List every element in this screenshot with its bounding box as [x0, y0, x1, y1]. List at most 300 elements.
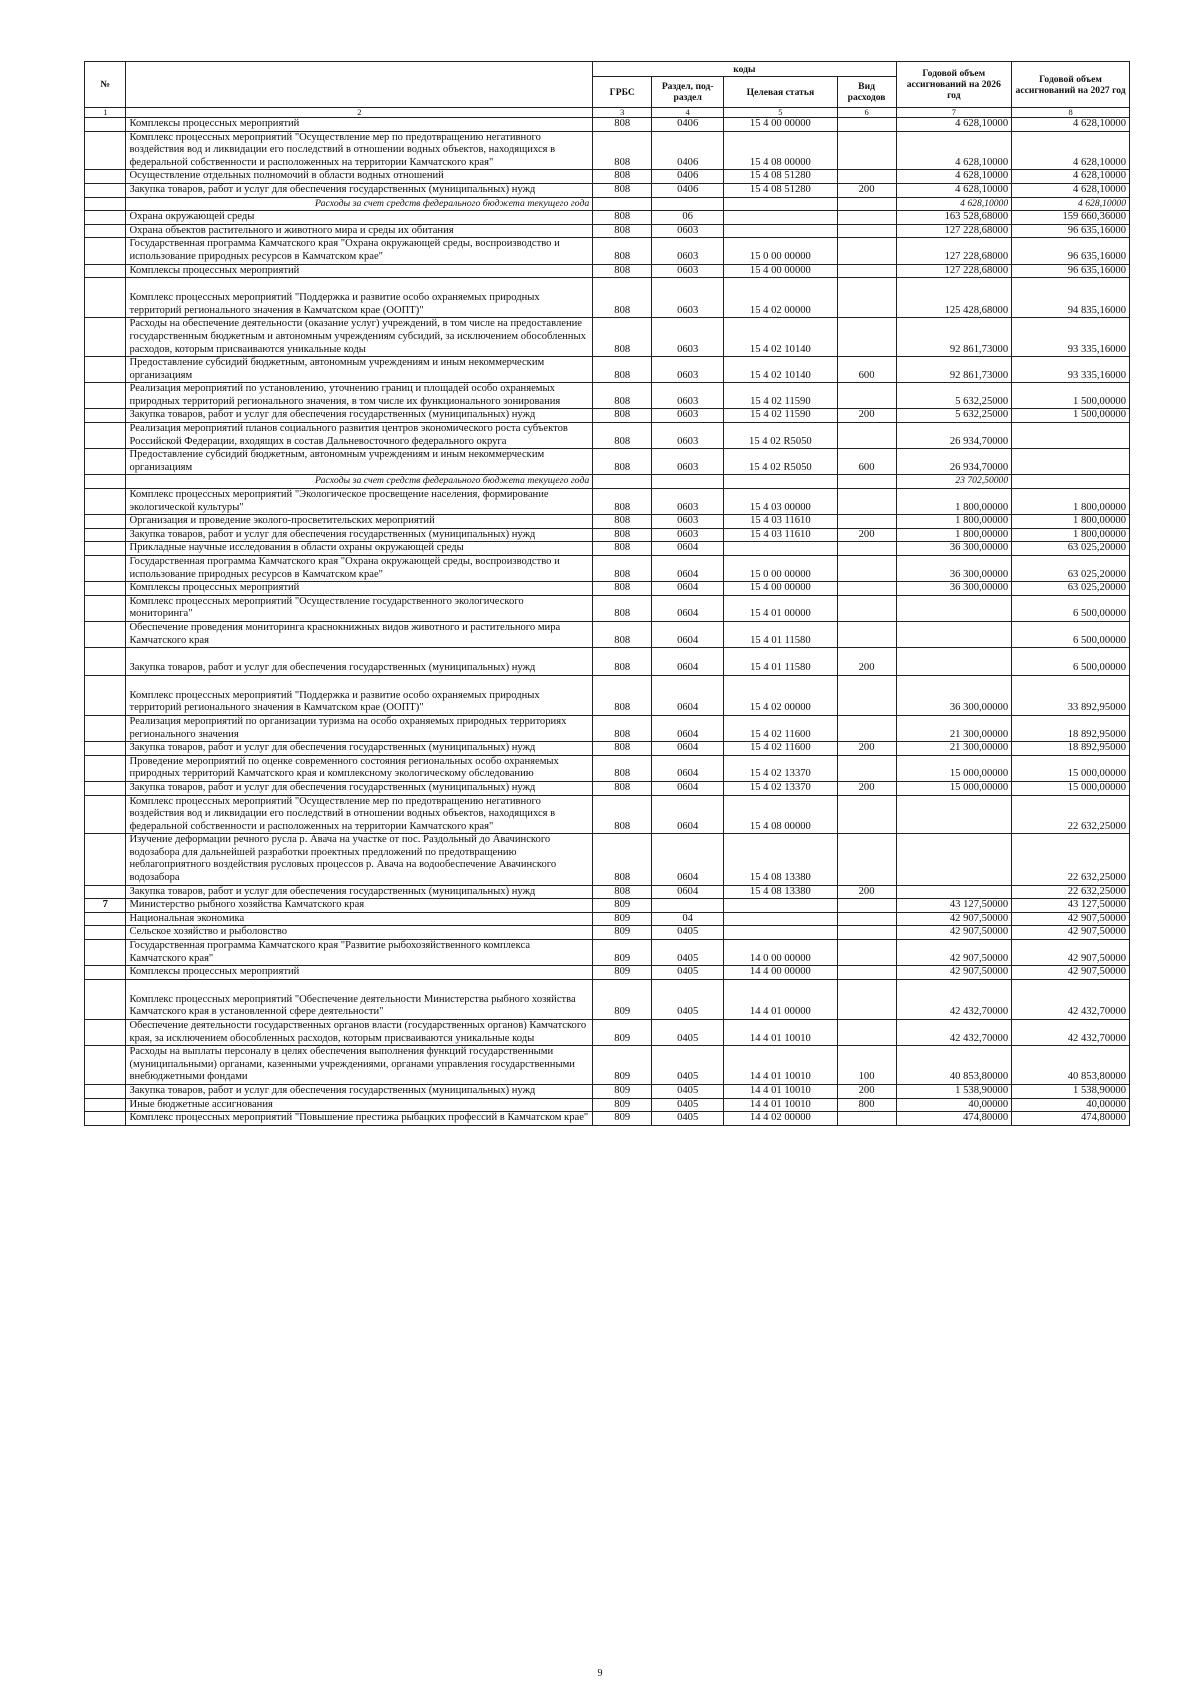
row-number [85, 834, 126, 885]
row-name: Расходы за счет средств федерального бюджета текущего года [126, 475, 593, 489]
row-grbs: 808 [593, 515, 652, 529]
row-target-article: 15 4 02 13370 [724, 755, 837, 781]
row-volume-2026: 1 800,00000 [896, 489, 1012, 515]
table-row [85, 926, 1130, 940]
row-grbs: 808 [593, 582, 652, 596]
row-number [85, 423, 126, 449]
row-section: 0604 [652, 715, 724, 741]
row-name: Охрана объектов растительного и животного мира и среды их обитания [126, 224, 593, 238]
row-target-article: 15 4 00 00000 [724, 118, 837, 132]
row-expense-type [837, 912, 896, 926]
row-expense-type [837, 940, 896, 966]
row-grbs: 808 [593, 489, 652, 515]
row-target-article: 15 4 02 10140 [724, 318, 837, 357]
row-volume-2026: 42 907,50000 [896, 940, 1012, 966]
row-volume-2027: 1 500,00000 [1012, 383, 1130, 409]
row-number [85, 383, 126, 409]
row-expense-type [837, 834, 896, 885]
row-section: 0603 [652, 238, 724, 264]
row-volume-2027: 474,80000 [1012, 1112, 1130, 1126]
row-section: 0603 [652, 423, 724, 449]
row-grbs: 808 [593, 449, 652, 475]
row-name: Расходы на выплаты персоналу в целях обеспечения выполнения функций государственными (муниципальными) органами, казенными учреждениями, органами управления государственными внебюджетными фондами [126, 1046, 593, 1085]
row-target-article: 15 4 01 11580 [724, 648, 837, 676]
row-number [85, 318, 126, 357]
row-volume-2026: 1 800,00000 [896, 515, 1012, 529]
row-volume-2026: 1 538,90000 [896, 1084, 1012, 1098]
row-volume-2026: 4 628,10000 [896, 197, 1012, 211]
row-section: 0604 [652, 582, 724, 596]
table-row [85, 528, 1130, 542]
row-grbs: 808 [593, 318, 652, 357]
row-section: 0405 [652, 1112, 724, 1126]
row-grbs: 808 [593, 648, 652, 676]
row-target-article: 15 4 02 11600 [724, 715, 837, 741]
row-volume-2027: 42 907,50000 [1012, 926, 1130, 940]
row-section: 0603 [652, 357, 724, 383]
section-header: Раздел, под-раздел [652, 77, 724, 108]
row-target-article: 15 4 03 11610 [724, 515, 837, 529]
row-expense-type [837, 595, 896, 621]
row-number [85, 979, 126, 1019]
row-expense-type [837, 715, 896, 741]
row-target-article: 15 4 03 00000 [724, 489, 837, 515]
row-section: 0604 [652, 742, 724, 756]
row-volume-2026: 42 432,70000 [896, 1020, 1012, 1046]
colnum-5: 5 [724, 108, 837, 118]
row-grbs: 808 [593, 211, 652, 225]
row-name: Изучение деформации речного русла р. Авача на участке от пос. Раздольный до Авачинского водозабора для дальнейшей разработки проектных предложений по предотвращению неблагоприятного воздействия русловых процессов р. Авача на водообеспечение Авачинского водозабора [126, 834, 593, 885]
table-row [85, 515, 1130, 529]
row-name: Организация и проведение эколого-просветительских мероприятий [126, 515, 593, 529]
row-number [85, 489, 126, 515]
row-volume-2026: 15 000,00000 [896, 781, 1012, 795]
row-name: Министерство рыбного хозяйства Камчатского края [126, 899, 593, 913]
row-name: Комплекс процессных мероприятий "Повышение престижа рыбацких профессий в Камчатском крае" [126, 1112, 593, 1126]
row-volume-2026: 474,80000 [896, 1112, 1012, 1126]
row-volume-2026 [896, 621, 1012, 647]
row-grbs: 808 [593, 423, 652, 449]
row-expense-type [837, 582, 896, 596]
row-section: 0405 [652, 1046, 724, 1085]
exp-type-header: Вид расходов [837, 77, 896, 108]
table-row [85, 211, 1130, 225]
row-name: Закупка товаров, работ и услуг для обеспечения государственных (муниципальных) нужд [126, 742, 593, 756]
row-section: 0604 [652, 795, 724, 834]
colnum-3: 3 [593, 108, 652, 118]
row-target-article [724, 197, 837, 211]
page-number: 9 [597, 1668, 603, 1679]
row-grbs: 808 [593, 755, 652, 781]
row-expense-type [837, 278, 896, 318]
table-row [85, 1020, 1130, 1046]
row-target-article [724, 926, 837, 940]
row-name: Расходы за счет средств федерального бюджета текущего года [126, 197, 593, 211]
row-number: 7 [85, 899, 126, 913]
row-name: Предоставление субсидий бюджетным, автономным учреждениям и иным некоммерческим организациям [126, 449, 593, 475]
row-expense-type [837, 515, 896, 529]
row-volume-2027: 94 835,16000 [1012, 278, 1130, 318]
row-volume-2026 [896, 885, 1012, 899]
row-number [85, 1020, 126, 1046]
row-volume-2027: 33 892,95000 [1012, 675, 1130, 715]
row-volume-2027: 1 800,00000 [1012, 528, 1130, 542]
budget-table [84, 61, 1130, 1126]
row-name: Закупка товаров, работ и услуг для обеспечения государственных (муниципальных) нужд [126, 183, 593, 197]
table-row [85, 118, 1130, 132]
row-grbs: 809 [593, 899, 652, 913]
row-name: Обеспечение проведения мониторинга краснокнижных видов животного и растительного мира Камчатского края [126, 621, 593, 647]
vol-2027-header: Годовой объем ассигнований на 2027 год [1012, 62, 1130, 108]
row-section: 0405 [652, 940, 724, 966]
row-target-article [724, 211, 837, 225]
table-row [85, 899, 1130, 913]
row-target-article: 15 4 02 11590 [724, 409, 837, 423]
row-grbs: 808 [593, 556, 652, 582]
row-number [85, 1098, 126, 1112]
row-name: Комплекс процессных мероприятий "Осуществление мер по предотвращению негативного воздействия вод и ликвидации его последствий в отношении водных объектов, находящихся в федеральной собственности и расположенных на территории Камчатского края" [126, 131, 593, 170]
row-grbs: 809 [593, 1112, 652, 1126]
row-volume-2026: 5 632,25000 [896, 409, 1012, 423]
table-row [85, 278, 1130, 318]
row-section: 0406 [652, 131, 724, 170]
table-row [85, 170, 1130, 184]
row-volume-2026: 4 628,10000 [896, 170, 1012, 184]
table-row [85, 224, 1130, 238]
row-volume-2027: 4 628,10000 [1012, 131, 1130, 170]
colnum-6: 6 [837, 108, 896, 118]
row-volume-2027: 15 000,00000 [1012, 755, 1130, 781]
row-volume-2027: 6 500,00000 [1012, 621, 1130, 647]
row-volume-2027: 93 335,16000 [1012, 357, 1130, 383]
row-number [85, 118, 126, 132]
row-expense-type [837, 211, 896, 225]
row-target-article: 15 4 02 11590 [724, 383, 837, 409]
row-volume-2027: 63 025,20000 [1012, 542, 1130, 556]
row-volume-2026: 1 800,00000 [896, 528, 1012, 542]
row-volume-2027: 42 907,50000 [1012, 966, 1130, 980]
row-section: 0405 [652, 1020, 724, 1046]
table-row [85, 979, 1130, 1019]
row-name: Расходы на обеспечение деятельности (оказание услуг) учреждений, в том числе на предоставление государственным бюджетным и автономным учреждениям субсидий, за исключением обособленных расходов, которым присваиваются уникальные коды [126, 318, 593, 357]
row-expense-type [837, 170, 896, 184]
row-number [85, 211, 126, 225]
table-row [85, 489, 1130, 515]
vol-2026-header: Годовой объем ассигнований на 2026 год [896, 62, 1012, 108]
row-volume-2026: 21 300,00000 [896, 715, 1012, 741]
row-expense-type [837, 1112, 896, 1126]
row-target-article: 14 4 00 00000 [724, 966, 837, 980]
row-name: Комплекс процессных мероприятий "Осуществление государственного экологического мониторинга" [126, 595, 593, 621]
row-expense-type [837, 264, 896, 278]
table-row [85, 1112, 1130, 1126]
row-grbs: 809 [593, 1084, 652, 1098]
row-target-article: 15 0 00 00000 [724, 556, 837, 582]
row-grbs: 808 [593, 170, 652, 184]
row-expense-type: 200 [837, 885, 896, 899]
row-volume-2026: 92 861,73000 [896, 357, 1012, 383]
row-target-article: 14 4 01 00000 [724, 979, 837, 1019]
row-number [85, 595, 126, 621]
row-number [85, 357, 126, 383]
row-number [85, 715, 126, 741]
row-volume-2027: 6 500,00000 [1012, 648, 1130, 676]
row-target-article: 15 4 02 13370 [724, 781, 837, 795]
row-volume-2027: 1 538,90000 [1012, 1084, 1130, 1098]
row-name: Комплексы процессных мероприятий [126, 118, 593, 132]
row-section [652, 197, 724, 211]
row-expense-type [837, 621, 896, 647]
row-grbs: 809 [593, 1020, 652, 1046]
row-target-article: 14 0 00 00000 [724, 940, 837, 966]
row-volume-2027: 18 892,95000 [1012, 742, 1130, 756]
row-volume-2026: 127 228,68000 [896, 224, 1012, 238]
row-volume-2027: 1 800,00000 [1012, 489, 1130, 515]
row-volume-2026: 36 300,00000 [896, 582, 1012, 596]
row-volume-2027 [1012, 475, 1130, 489]
table-row [85, 1046, 1130, 1085]
row-expense-type [837, 979, 896, 1019]
table-row [85, 912, 1130, 926]
row-volume-2027: 1 500,00000 [1012, 409, 1130, 423]
row-number [85, 1046, 126, 1085]
row-grbs: 808 [593, 409, 652, 423]
row-target-article: 15 4 08 51280 [724, 170, 837, 184]
table-row [85, 742, 1130, 756]
row-expense-type: 200 [837, 742, 896, 756]
row-name: Реализация мероприятий по организации туризма на особо охраняемых природных территориях регионального значения [126, 715, 593, 741]
row-expense-type: 200 [837, 648, 896, 676]
row-grbs [593, 475, 652, 489]
row-grbs: 808 [593, 131, 652, 170]
row-name: Обеспечение деятельности государственных органов власти (государственных органов) Камчатского края, за исключением обособленных расходов, которым присваиваются уникальные коды [126, 1020, 593, 1046]
row-target-article: 15 4 00 00000 [724, 264, 837, 278]
row-target-article: 15 4 08 13380 [724, 885, 837, 899]
row-name: Реализация мероприятий планов социального развития центров экономического роста субъектов Российской Федерации, входящих в состав Дальневосточного федерального округа [126, 423, 593, 449]
row-volume-2027: 93 335,16000 [1012, 318, 1130, 357]
row-volume-2026: 26 934,70000 [896, 423, 1012, 449]
table-row [85, 834, 1130, 885]
table-row [85, 449, 1130, 475]
row-name: Сельское хозяйство и рыболовство [126, 926, 593, 940]
row-name: Комплекс процессных мероприятий "Поддержка и развитие особо охраняемых природных территорий регионального значения в Камчатском крае (ООПТ)" [126, 278, 593, 318]
table-row [85, 183, 1130, 197]
row-grbs: 808 [593, 264, 652, 278]
row-name: Комплекс процессных мероприятий "Экологическое просвещение населения, формирование экологической культуры" [126, 489, 593, 515]
row-volume-2026: 163 528,68000 [896, 211, 1012, 225]
row-volume-2026: 40,00000 [896, 1098, 1012, 1112]
row-grbs: 808 [593, 118, 652, 132]
row-grbs: 809 [593, 979, 652, 1019]
row-target-article: 15 4 01 11580 [724, 621, 837, 647]
row-number [85, 795, 126, 834]
row-volume-2026: 42 432,70000 [896, 979, 1012, 1019]
row-grbs: 809 [593, 912, 652, 926]
table-row [85, 409, 1130, 423]
row-volume-2027: 159 660,36000 [1012, 211, 1130, 225]
row-volume-2026: 92 861,73000 [896, 318, 1012, 357]
federal-budget-row [85, 197, 1130, 211]
row-name: Государственная программа Камчатского края "Охрана окружающей среды, воспроизводство и использование природных ресурсов в Камчатском крае" [126, 238, 593, 264]
row-number [85, 224, 126, 238]
row-target-article [724, 542, 837, 556]
row-volume-2027: 22 632,25000 [1012, 795, 1130, 834]
row-number [85, 755, 126, 781]
colnum-7: 7 [896, 108, 1012, 118]
row-target-article: 15 4 02 11600 [724, 742, 837, 756]
row-volume-2026 [896, 648, 1012, 676]
row-volume-2026: 127 228,68000 [896, 264, 1012, 278]
row-number [85, 966, 126, 980]
row-grbs: 809 [593, 940, 652, 966]
row-section: 0604 [652, 675, 724, 715]
row-volume-2026: 127 228,68000 [896, 238, 1012, 264]
row-expense-type: 600 [837, 449, 896, 475]
col-name-header [126, 62, 593, 108]
row-expense-type [837, 899, 896, 913]
row-section: 0603 [652, 409, 724, 423]
row-target-article: 14 4 01 10010 [724, 1098, 837, 1112]
row-expense-type [837, 224, 896, 238]
row-volume-2026: 26 934,70000 [896, 449, 1012, 475]
table-row [85, 940, 1130, 966]
row-name: Реализация мероприятий по установлению, уточнению границ и площадей особо охраняемых природных территорий регионального значения, в том числе их функционального зонирования [126, 383, 593, 409]
row-section: 0604 [652, 542, 724, 556]
row-volume-2026: 42 907,50000 [896, 966, 1012, 980]
row-section: 0603 [652, 515, 724, 529]
row-section: 0406 [652, 183, 724, 197]
row-section: 0604 [652, 556, 724, 582]
row-grbs: 808 [593, 183, 652, 197]
row-name: Комплексы процессных мероприятий [126, 582, 593, 596]
row-grbs: 808 [593, 278, 652, 318]
row-name: Комплексы процессных мероприятий [126, 966, 593, 980]
row-section: 0604 [652, 621, 724, 647]
row-grbs: 808 [593, 383, 652, 409]
row-name: Государственная программа Камчатского края "Охрана окружающей среды, воспроизводство и использование природных ресурсов в Камчатском крае" [126, 556, 593, 582]
row-number [85, 926, 126, 940]
row-grbs: 808 [593, 542, 652, 556]
table-row [85, 423, 1130, 449]
row-volume-2027: 42 432,70000 [1012, 979, 1130, 1019]
row-number [85, 409, 126, 423]
row-number [85, 238, 126, 264]
table-row [85, 795, 1130, 834]
table-row [85, 582, 1130, 596]
table-row [85, 238, 1130, 264]
row-section: 0603 [652, 318, 724, 357]
row-grbs: 808 [593, 595, 652, 621]
row-volume-2026: 125 428,68000 [896, 278, 1012, 318]
row-grbs: 808 [593, 675, 652, 715]
row-section: 0406 [652, 170, 724, 184]
row-target-article: 15 4 08 51280 [724, 183, 837, 197]
row-target-article: 14 4 02 00000 [724, 1112, 837, 1126]
row-section [652, 899, 724, 913]
row-name: Закупка товаров, работ и услуг для обеспечения государственных (муниципальных) нужд [126, 409, 593, 423]
row-volume-2027: 42 907,50000 [1012, 940, 1130, 966]
row-expense-type [837, 795, 896, 834]
row-expense-type [837, 238, 896, 264]
row-volume-2027: 43 127,50000 [1012, 899, 1130, 913]
row-expense-type [837, 675, 896, 715]
row-number [85, 528, 126, 542]
row-volume-2026: 4 628,10000 [896, 183, 1012, 197]
table-row [85, 1084, 1130, 1098]
row-name: Комплекс процессных мероприятий "Осуществление мер по предотвращению негативного воздействия вод и ликвидации его последствий в отношении водных объектов, находящихся в федеральной собственности и расположенных на территории Камчатского края" [126, 795, 593, 834]
row-number [85, 621, 126, 647]
row-expense-type [837, 489, 896, 515]
row-number [85, 475, 126, 489]
row-section: 0604 [652, 781, 724, 795]
row-volume-2027 [1012, 423, 1130, 449]
row-target-article: 15 4 02 R5050 [724, 449, 837, 475]
row-target-article: 15 4 02 10140 [724, 357, 837, 383]
row-target-article: 15 4 02 00000 [724, 675, 837, 715]
row-number [85, 582, 126, 596]
row-grbs: 808 [593, 224, 652, 238]
row-expense-type [837, 542, 896, 556]
col-num-header: № [85, 62, 126, 108]
row-expense-type: 200 [837, 183, 896, 197]
row-volume-2027: 96 635,16000 [1012, 238, 1130, 264]
row-expense-type [837, 755, 896, 781]
row-name: Комплексы процессных мероприятий [126, 264, 593, 278]
row-number [85, 940, 126, 966]
row-number [85, 675, 126, 715]
row-name: Закупка товаров, работ и услуг для обеспечения государственных (муниципальных) нужд [126, 781, 593, 795]
row-target-article: 14 4 01 10010 [724, 1020, 837, 1046]
row-volume-2026: 4 628,10000 [896, 118, 1012, 132]
row-volume-2027: 4 628,10000 [1012, 170, 1130, 184]
row-volume-2027: 40 853,80000 [1012, 1046, 1130, 1085]
row-target-article [724, 912, 837, 926]
row-target-article: 14 4 01 10010 [724, 1046, 837, 1085]
row-section: 0406 [652, 118, 724, 132]
row-section: 0604 [652, 755, 724, 781]
row-name: Закупка товаров, работ и услуг для обеспечения государственных (муниципальных) нужд [126, 648, 593, 676]
row-grbs: 808 [593, 528, 652, 542]
row-grbs: 808 [593, 834, 652, 885]
row-number [85, 912, 126, 926]
row-volume-2026 [896, 795, 1012, 834]
row-number [85, 742, 126, 756]
row-number [85, 278, 126, 318]
row-volume-2027: 15 000,00000 [1012, 781, 1130, 795]
row-section: 0603 [652, 278, 724, 318]
table-row [85, 556, 1130, 582]
row-expense-type: 100 [837, 1046, 896, 1085]
row-volume-2026 [896, 834, 1012, 885]
row-volume-2026: 36 300,00000 [896, 556, 1012, 582]
table-row [85, 715, 1130, 741]
row-volume-2027: 4 628,10000 [1012, 118, 1130, 132]
row-number [85, 556, 126, 582]
row-number [85, 264, 126, 278]
row-grbs: 808 [593, 781, 652, 795]
header-row [85, 62, 1130, 77]
row-volume-2027: 42 432,70000 [1012, 1020, 1130, 1046]
row-expense-type: 200 [837, 1084, 896, 1098]
row-target-article: 14 4 01 10010 [724, 1084, 837, 1098]
grbs-header: ГРБС [593, 77, 652, 108]
row-section: 06 [652, 211, 724, 225]
table-row [85, 621, 1130, 647]
row-name: Национальная экономика [126, 912, 593, 926]
row-expense-type [837, 475, 896, 489]
row-volume-2027: 18 892,95000 [1012, 715, 1130, 741]
row-expense-type [837, 556, 896, 582]
